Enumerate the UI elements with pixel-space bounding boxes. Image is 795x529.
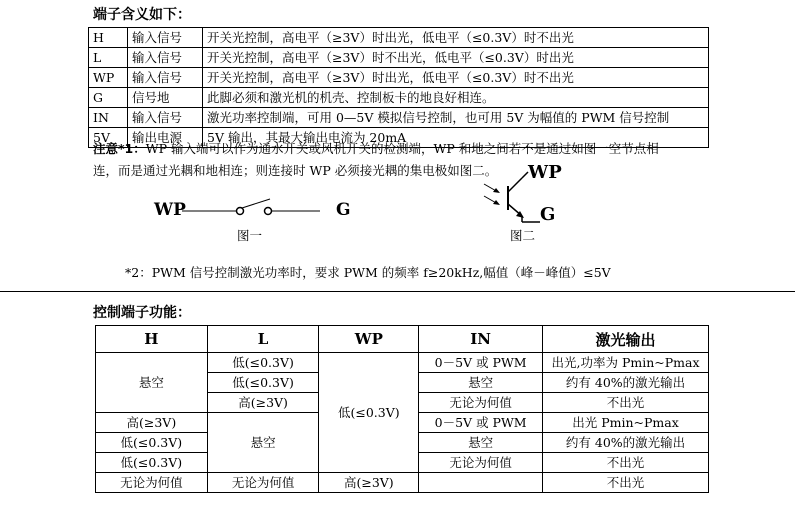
cell-in: 0－5V 或 PWM	[419, 353, 543, 373]
cell-description: 5V 输出，其最大输出电流为 20mA	[203, 128, 709, 148]
cell-output: 约有 40%的激光输出	[543, 433, 709, 453]
cell-pin: 5V	[89, 128, 128, 148]
cell-in	[419, 473, 543, 493]
fig1-wp-label: WP	[154, 200, 186, 220]
table-header-row	[96, 326, 709, 353]
cell-in: 无论为何值	[419, 393, 543, 413]
cell-description: 此脚必须和激光机的机壳、控制板卡的地良好相连。	[203, 88, 709, 108]
cell-in: 0－5V 或 PWM	[419, 413, 543, 433]
cell-pin: L	[89, 48, 128, 68]
note-1-line1: WP 输入端可以作为通水开关或风机开关的检测端，WP 和地之间若不是通过如图一空节点相	[145, 141, 659, 156]
header-h: H	[96, 326, 208, 353]
cell-type: 输入信号	[128, 28, 203, 48]
cell-type: 输入信号	[128, 108, 203, 128]
cell-wp: 低(≤0.3V)	[319, 353, 419, 473]
table-row	[89, 108, 709, 128]
figure-1-switch	[150, 196, 360, 226]
figure-2-optocoupler	[478, 160, 588, 226]
cell-description: 开关光控制，高电平（≥3V）时出光，低电平（≤0.3V）时不出光	[203, 28, 709, 48]
table-row	[89, 68, 709, 88]
terminal-table	[88, 27, 709, 148]
cell-type: 输出电源	[128, 128, 203, 148]
cell-output: 不出光	[543, 473, 709, 493]
cell-output: 不出光	[543, 453, 709, 473]
cell-type: 输入信号	[128, 68, 203, 88]
cell-description: 激光功率控制端，可用 0—5V 模拟信号控制，也可用 5V 为幅值的 PWM 信号控制	[203, 108, 709, 128]
fig2-caption: 图二	[510, 228, 536, 243]
fig2-g-label: G	[540, 204, 556, 225]
cell-l: 悬空	[207, 413, 319, 473]
table-row	[89, 48, 709, 68]
cell-l: 低(≤0.3V)	[207, 353, 319, 373]
cell-h: 无论为何值	[96, 473, 208, 493]
cell-output: 约有 40%的激光输出	[543, 373, 709, 393]
fig1-g-label: G	[336, 200, 351, 220]
cell-h: 低(≤0.3V)	[96, 453, 208, 473]
fig2-wp-label: WP	[528, 162, 562, 183]
switch-symbol-icon	[180, 196, 320, 226]
cell-description: 开关光控制，高电平（≥3V）时出光，低电平（≤0.3V）时不出光	[203, 68, 709, 88]
table-row	[96, 473, 709, 493]
cell-in: 悬空	[419, 433, 543, 453]
header-in: IN	[419, 326, 543, 353]
cell-l: 高(≥3V)	[207, 393, 319, 413]
cell-pin: H	[89, 28, 128, 48]
cell-pin: IN	[89, 108, 128, 128]
table-row	[89, 28, 709, 48]
cell-pin: WP	[89, 68, 128, 88]
header-l: L	[207, 326, 319, 353]
heading-control-terminals: 控制端子功能：	[93, 305, 191, 321]
cell-l: 低(≤0.3V)	[207, 373, 319, 393]
cell-h: 悬空	[96, 353, 208, 413]
table-row	[89, 88, 709, 108]
divider	[0, 291, 795, 292]
heading-terminal-meanings: 端子含义如下：	[93, 7, 191, 23]
cell-wp: 高(≥3V)	[319, 473, 419, 493]
cell-description: 开关光控制，高电平（≥3V）时不出光，低电平（≤0.3V）时出光	[203, 48, 709, 68]
cell-output: 出光 Pmin~Pmax	[543, 413, 709, 433]
fig1-caption: 图一	[237, 228, 263, 243]
note-1-label: 注意*1：	[93, 141, 146, 156]
cell-in: 悬空	[419, 373, 543, 393]
note-1	[93, 138, 659, 160]
cell-type: 输入信号	[128, 48, 203, 68]
note-1-line2: 连，而是通过光耦和地相连；则连接时 WP 必须接光耦的集电极如图二。	[93, 163, 498, 178]
cell-h: 高(≥3V)	[96, 413, 208, 433]
table-row	[96, 353, 709, 373]
control-function-table	[95, 325, 709, 493]
header-laser-output: 激光输出	[543, 326, 709, 353]
note-2: *2：PWM 信号控制激光功率时，要求 PWM 的频率 f≥20kHz,幅值（峰－峰值）≤5V	[125, 265, 611, 280]
cell-pin: G	[89, 88, 128, 108]
header-wp: WP	[319, 326, 419, 353]
cell-output: 不出光	[543, 393, 709, 413]
cell-type: 信号地	[128, 88, 203, 108]
cell-h: 低(≤0.3V)	[96, 433, 208, 453]
cell-l: 无论为何值	[207, 473, 319, 493]
cell-output: 出光,功率为 Pmin~Pmax	[543, 353, 709, 373]
cell-in: 无论为何值	[419, 453, 543, 473]
